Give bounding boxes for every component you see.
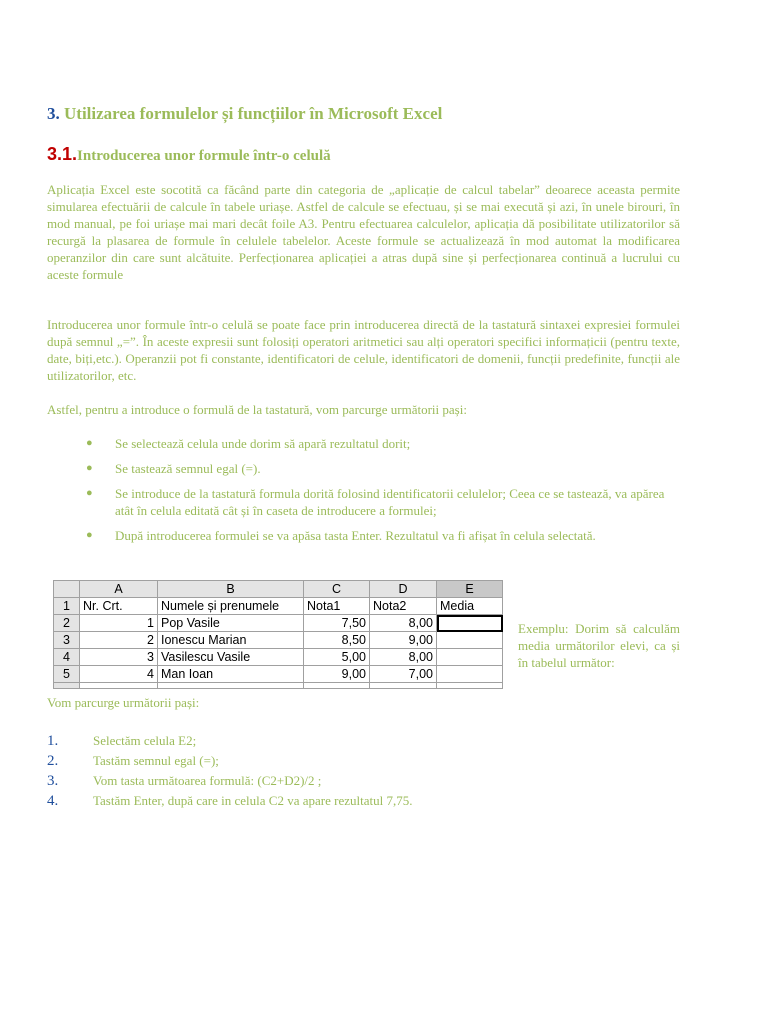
table-cell [304, 683, 370, 689]
table-row [54, 666, 503, 683]
list-item [86, 460, 686, 477]
table-row-partial [54, 683, 503, 689]
step-number: 3. [47, 773, 59, 789]
paragraph-formulas: Introducerea unor formule într-o celulă se poate face prin introducerea directă de la tastatură sintaxei expresiei formulei după semnul „=”. În aceste expresii sunt folosiți operatori aritmetici sau alți operatori specifici informațicii (pentru texte, date, biți,etc.). Operanzii pot fi constante, identificatori de celule, identificatori de domenii, funcții predefinite, funcții ale utilizatorilor, etc. [47, 317, 680, 383]
table-cell[interactable]: Pop Vasile [158, 615, 304, 632]
list-item-text: Se tastează semnul egal (=). [115, 461, 261, 476]
list-item [47, 791, 687, 811]
bullet-list [86, 435, 686, 552]
step-text: Tastăm Enter, după care in celula C2 va apare rezultatul 7,75. [93, 793, 413, 808]
step-number: 2. [47, 753, 59, 769]
table-row [54, 598, 503, 615]
table-cell[interactable]: 8,00 [370, 649, 437, 666]
list-item [47, 771, 687, 791]
table-row [54, 649, 503, 666]
table-cell[interactable]: Vasilescu Vasile [158, 649, 304, 666]
bullet-icon: ● [86, 437, 93, 449]
step-text: Tastăm semnul egal (=); [93, 753, 219, 768]
table-cell[interactable]: 5,00 [304, 649, 370, 666]
table-row [54, 632, 503, 649]
table-cell[interactable]: 8,00 [370, 615, 437, 632]
bullet-icon: ● [86, 529, 93, 541]
row-header[interactable]: 5 [54, 666, 80, 683]
table-cell[interactable] [437, 649, 503, 666]
spreadsheet-table [53, 580, 503, 689]
step-text: Vom tasta următoarea formulă: (C2+D2)/2 ; [93, 773, 322, 788]
table-cell[interactable]: Nota1 [304, 598, 370, 615]
section-title: Utilizarea formulelor și funcțiilor în Microsoft Excel [64, 104, 443, 123]
table-cell[interactable]: 7,50 [304, 615, 370, 632]
step-number: 4. [47, 793, 59, 809]
table-cell [158, 683, 304, 689]
subsection-number: 3.1. [47, 144, 78, 164]
list-item [47, 731, 687, 751]
row-header[interactable]: 1 [54, 598, 80, 615]
table-cell[interactable]: Ionescu Marian [158, 632, 304, 649]
step-number: 1. [47, 733, 59, 749]
table-cell[interactable]: Numele și prenumele [158, 598, 304, 615]
column-header[interactable]: B [158, 581, 304, 598]
example-note: Exemplu: Dorim să calculăm media următorilor elevi, ca și în tabelul următor: [518, 621, 680, 670]
table-cell[interactable]: 3 [80, 649, 158, 666]
section-heading [47, 104, 442, 124]
step-text: Selectăm celula E2; [93, 733, 197, 748]
bullet-icon: ● [86, 462, 93, 474]
steps-intro: Vom parcurge următorii pași: [47, 695, 200, 710]
table-cell[interactable]: 2 [80, 632, 158, 649]
steps-list [47, 731, 687, 811]
list-item-text: După introducerea formulei se va apăsa tasta Enter. Rezultatul va fi afișat în celula selectată. [115, 528, 596, 543]
table-row [54, 615, 503, 632]
table-cell[interactable]: 7,00 [370, 666, 437, 683]
column-header[interactable]: D [370, 581, 437, 598]
section-number: 3. [47, 104, 60, 123]
active-cell[interactable] [437, 615, 503, 632]
list-item [47, 751, 687, 771]
table-cell[interactable]: Media [437, 598, 503, 615]
list-item [86, 485, 686, 519]
table-cell[interactable]: Man Ioan [158, 666, 304, 683]
column-header[interactable]: E [437, 581, 503, 598]
table-cell[interactable]: 8,50 [304, 632, 370, 649]
list-item [86, 435, 686, 452]
column-header[interactable]: A [80, 581, 158, 598]
table-cell[interactable] [437, 666, 503, 683]
table-cell [80, 683, 158, 689]
table-cell[interactable]: 9,00 [370, 632, 437, 649]
select-all-corner[interactable] [54, 581, 80, 598]
table-cell[interactable]: 1 [80, 615, 158, 632]
table-cell[interactable]: 4 [80, 666, 158, 683]
paragraph-intro: Aplicația Excel este socotită ca făcând parte din categoria de „aplicație de calcul tabelar” deoarece aceasta permite simularea efectuării de calcule în tabele uriașe. Astfel de calcule se efectuau, și se mai execută și azi, în unele birouri, în mod manual, pe foi uriașe mai mari decât foile A3. Pentru efectuarea calculelor, aplicația dă posibilitate utilizatorilor să recurgă la plasarea de formule în celulele tabelelor. Aceste formule se actualizează în mod automat la modificarea operanzilor din care sunt alcătuite. Perfecționarea aplicației a atras după sine și perfecționarea continuă a lucrului cu aceste formule [47, 182, 680, 282]
list-item [86, 527, 686, 544]
row-header [54, 683, 80, 689]
paragraph-steps-lead: Astfel, pentru a introduce o formulă de la tastatură, vom parcurge următorii pași: [47, 402, 467, 417]
table-cell[interactable]: Nr. Crt. [80, 598, 158, 615]
table-cell[interactable]: 9,00 [304, 666, 370, 683]
row-header[interactable]: 4 [54, 649, 80, 666]
table-cell [437, 683, 503, 689]
table-cell [370, 683, 437, 689]
subsection-heading [47, 144, 331, 165]
subsection-title: Introducerea unor formule într-o celulă [77, 148, 331, 164]
bullet-icon: ● [86, 487, 93, 499]
table-cell[interactable]: Nota2 [370, 598, 437, 615]
column-header[interactable]: C [304, 581, 370, 598]
list-item-text: Se selectează celula unde dorim să apară rezultatul dorit; [115, 436, 411, 451]
row-header[interactable]: 3 [54, 632, 80, 649]
table-cell[interactable] [437, 632, 503, 649]
column-header-row [54, 581, 503, 598]
list-item-text: Se introduce de la tastatură formula dorită folosind identificatorii celulelor; Ceea ce se tastează, va apărea atât în celula editată cât și în caseta de introducere a formulei; [115, 486, 665, 518]
row-header[interactable]: 2 [54, 615, 80, 632]
